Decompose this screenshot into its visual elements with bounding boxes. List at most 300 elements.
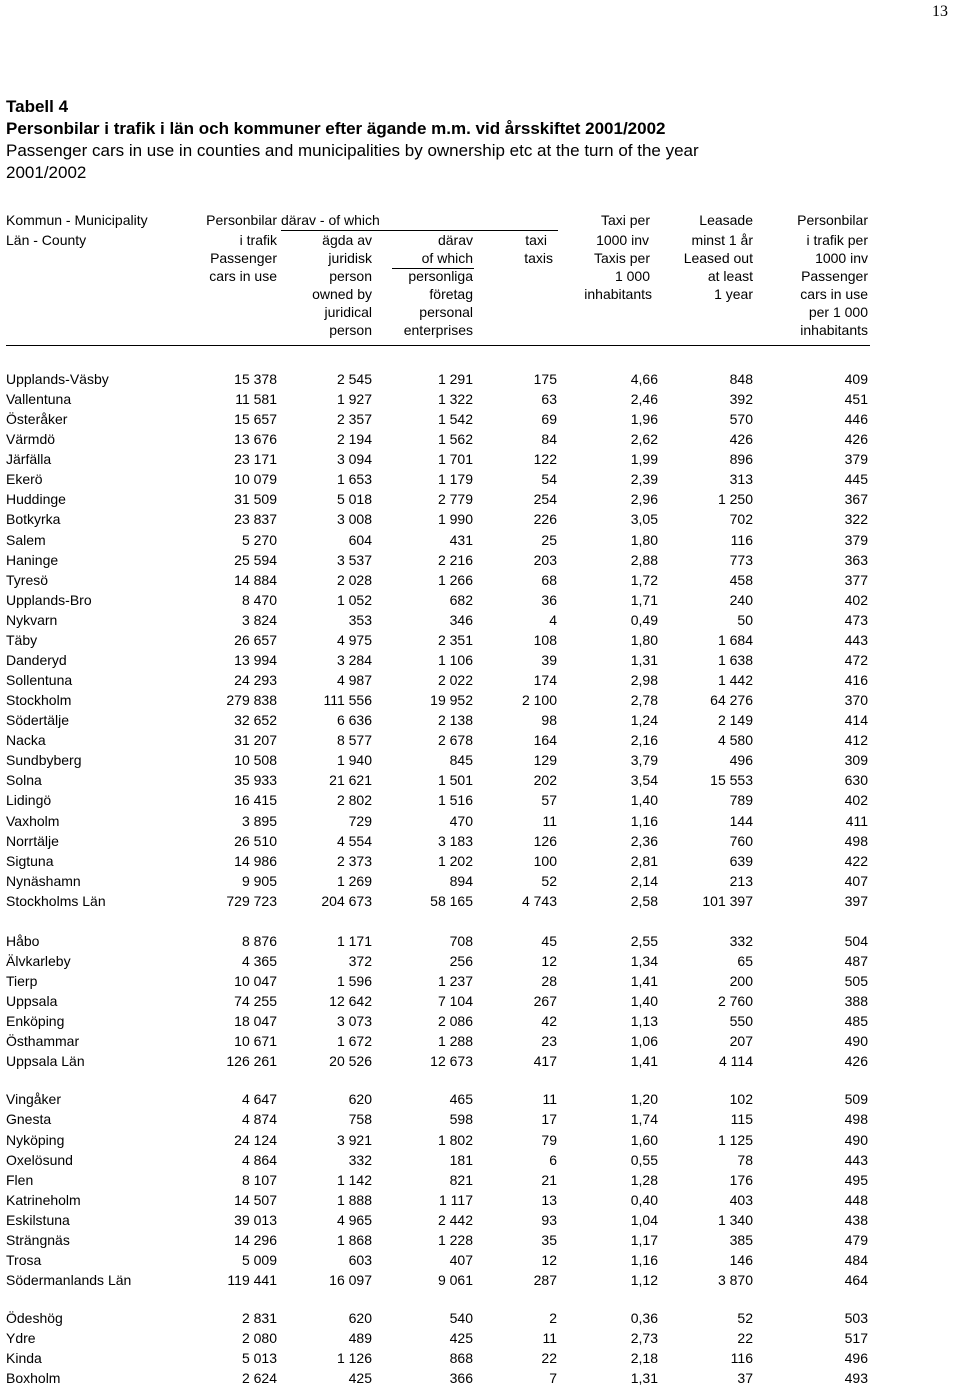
cell-value: 74 255 (234, 993, 277, 1010)
cell-value: 407 (449, 1251, 473, 1268)
table-row (0, 1011, 960, 1031)
cell-value: 226 (533, 511, 557, 528)
header-leased-l5: 1 year (714, 286, 753, 302)
cell-value: 4 365 (241, 952, 277, 969)
cell-value: 4 114 (719, 1053, 753, 1070)
cell-value: 2,73 (630, 1330, 658, 1347)
row-label: Österåker (6, 411, 68, 428)
cell-value: 57 (541, 792, 557, 809)
row-label: Uppsala Län (6, 1053, 85, 1070)
cell-value: 2,39 (630, 471, 658, 488)
row-label: Botkyrka (6, 511, 61, 528)
cell-value: 682 (449, 591, 473, 608)
cell-value: 2 028 (336, 571, 372, 588)
cell-value: 254 (533, 491, 557, 508)
cell-value: 176 (729, 1171, 753, 1188)
cell-value: 2 022 (437, 672, 473, 689)
cell-value: 448 (844, 1191, 868, 1208)
cell-value: 489 (348, 1330, 372, 1347)
cell-value: 4 987 (336, 672, 372, 689)
row-label: Gnesta (6, 1111, 52, 1128)
cell-value: 385 (729, 1231, 753, 1248)
cell-value: 10 671 (234, 1033, 277, 1050)
cell-value: 472 (844, 651, 868, 668)
cell-value: 2,88 (630, 551, 658, 568)
cell-value: 1,17 (630, 1231, 658, 1248)
cell-value: 773 (729, 551, 753, 568)
row-label: Tierp (6, 973, 38, 990)
cell-value: 1 125 (717, 1131, 753, 1148)
cell-value: 2,58 (630, 892, 658, 909)
row-label: Huddinge (6, 491, 66, 508)
cell-value: 1,41 (630, 973, 658, 990)
cell-value: 11 (542, 1330, 557, 1347)
cell-value: 1 888 (336, 1191, 372, 1208)
row-label: Ödeshög (6, 1310, 63, 1327)
cell-value: 845 (449, 752, 473, 769)
table-row (0, 1130, 960, 1150)
header-leased-l4: at least (707, 268, 753, 284)
cell-value: 181 (449, 1151, 473, 1168)
cell-value: 13 676 (234, 431, 277, 448)
header-taxi-per-l2: 1000 inv (596, 232, 649, 248)
cell-value: 78 (737, 1151, 753, 1168)
cell-value: 10 047 (234, 973, 277, 990)
cell-value: 2,16 (630, 732, 658, 749)
cell-value: 3 284 (336, 651, 372, 668)
row-label: Värmdö (6, 431, 56, 448)
cell-value: 175 (533, 371, 557, 387)
cell-value: 8 876 (241, 932, 277, 949)
cell-value: 370 (844, 692, 868, 709)
cell-value: 1 142 (336, 1171, 372, 1188)
header-taxi-per-l1: Taxi per (600, 212, 650, 228)
cell-value: 3 921 (336, 1131, 372, 1148)
cell-value: 2,46 (630, 391, 658, 408)
cell-value: 3 008 (336, 511, 372, 528)
cell-value: 126 (533, 832, 557, 849)
cell-value: 392 (729, 391, 753, 408)
cell-value: 23 837 (234, 511, 277, 528)
cell-value: 164 (533, 732, 557, 749)
header-cars-per-l4: Passenger (801, 268, 868, 284)
cell-value: 1,99 (630, 451, 658, 468)
cell-value: 402 (844, 591, 868, 608)
header-enterprises-l4: företag (429, 286, 473, 302)
header-taxi-l1: taxi (525, 232, 547, 248)
cell-value: 485 (844, 1013, 868, 1030)
cell-value: 15 553 (710, 772, 753, 789)
cell-value: 22 (541, 1350, 557, 1367)
cell-value: 470 (449, 812, 473, 829)
cell-value: 12 673 (430, 1053, 473, 1070)
cell-value: 426 (844, 1053, 868, 1070)
cell-value: 200 (729, 973, 753, 990)
cell-value: 1 250 (717, 491, 753, 508)
header-leased-l3: Leased out (683, 250, 753, 266)
cell-value: 1,06 (630, 1033, 658, 1050)
cell-value: 379 (844, 451, 868, 468)
table-title (6, 96, 946, 184)
table-row (0, 730, 960, 750)
cell-value: 402 (844, 792, 868, 809)
cell-value: 204 673 (321, 892, 372, 909)
cell-value: 498 (844, 832, 868, 849)
table-row (0, 610, 960, 630)
cell-value: 0,36 (630, 1310, 658, 1327)
english-title-line2: 2001/2002 (6, 163, 87, 182)
cell-value: 202 (533, 772, 557, 789)
cell-value: 119 441 (227, 1272, 277, 1288)
cell-value: 2,96 (630, 491, 658, 508)
cell-value: 496 (729, 752, 753, 769)
cell-value: 2 086 (437, 1013, 473, 1030)
cell-value: 2,62 (630, 431, 658, 448)
cell-value: 729 (348, 812, 372, 829)
table-row (0, 1250, 960, 1270)
cell-value: 397 (844, 892, 868, 909)
cell-value: 14 884 (234, 571, 277, 588)
cell-value: 493 (844, 1370, 868, 1387)
cell-value: 256 (449, 952, 473, 969)
cell-value: 1 322 (437, 391, 473, 408)
cell-value: 8 470 (241, 591, 277, 608)
cell-value: 13 (541, 1191, 557, 1208)
cell-value: 1 266 (437, 571, 473, 588)
cell-value: 23 (541, 1033, 557, 1050)
cell-value: 416 (844, 672, 868, 689)
header-enterprises-l5: personal (419, 304, 473, 320)
cell-value: 465 (449, 1091, 473, 1108)
cell-value: 12 (541, 1251, 557, 1268)
cell-value: 4,66 (630, 371, 658, 387)
cell-value: 15 657 (234, 411, 277, 428)
row-label: Trosa (6, 1251, 42, 1268)
row-label: Östhammar (6, 1033, 80, 1050)
cell-value: 5 009 (241, 1251, 277, 1268)
cell-value: 1 701 (437, 451, 473, 468)
cell-value: 1 990 (437, 511, 473, 528)
cell-value: 2,98 (630, 672, 658, 689)
row-label: Ekerö (6, 471, 43, 488)
row-label: Strängnäs (6, 1231, 70, 1248)
table-row (0, 1190, 960, 1210)
cell-value: 12 642 (329, 993, 372, 1010)
cell-value: 39 013 (234, 1211, 277, 1228)
row-label: Nacka (6, 732, 46, 749)
cell-value: 498 (844, 1111, 868, 1128)
cell-value: 4 975 (336, 631, 372, 648)
cell-value: 821 (449, 1171, 473, 1188)
table-row (0, 369, 960, 389)
cell-value: 366 (449, 1370, 473, 1387)
row-label: Stockholms Län (6, 892, 106, 909)
table-row (0, 530, 960, 550)
cell-value: 1,71 (630, 591, 658, 608)
cell-value: 31 509 (234, 491, 277, 508)
row-label: Lidingö (6, 792, 52, 809)
table-row (0, 790, 960, 810)
cell-value: 1,40 (630, 993, 658, 1010)
cell-value: 1,16 (630, 1251, 658, 1268)
cell-value: 1 106 (437, 651, 473, 668)
cell-value: 4 (549, 611, 557, 628)
row-label: Uppsala (6, 993, 58, 1010)
cell-value: 28 (541, 973, 557, 990)
table-row (0, 1109, 960, 1129)
cell-value: 36 (541, 591, 557, 608)
table-row (0, 871, 960, 891)
row-label: Nykvarn (6, 611, 58, 628)
table-row (0, 469, 960, 489)
cell-value: 1 802 (437, 1131, 473, 1148)
row-label: Vingåker (6, 1091, 62, 1108)
header-leased-l2: minst 1 år (691, 232, 753, 248)
cell-value: 3,79 (630, 752, 658, 769)
cell-value: 411 (845, 812, 868, 829)
header-enterprises-l3: personliga (408, 268, 473, 284)
table-row (0, 891, 960, 911)
row-label: Norrtälje (6, 832, 59, 849)
cell-value: 425 (449, 1330, 473, 1347)
cell-value: 22 (737, 1330, 753, 1347)
cell-value: 23 171 (234, 451, 277, 468)
cell-value: 4 743 (521, 892, 557, 909)
english-title-line1: Passenger cars in use in counties and municipalities by ownership etc at the turn of the year (6, 141, 699, 160)
cell-value: 2 545 (336, 371, 372, 387)
table-row (0, 1210, 960, 1230)
cell-value: 894 (449, 872, 473, 889)
cell-value: 1 288 (437, 1033, 473, 1050)
header-cars-l3: Passenger (210, 250, 277, 266)
cell-value: 42 (541, 1013, 557, 1030)
header-enterprises-l6: enterprises (403, 322, 473, 338)
cell-value: 52 (541, 872, 557, 889)
cell-value: 1 228 (437, 1231, 473, 1248)
row-label: Boxholm (6, 1370, 61, 1387)
table-row (0, 851, 960, 871)
cell-value: 32 652 (234, 712, 277, 729)
cell-value: 20 526 (329, 1053, 372, 1070)
table-row (0, 670, 960, 690)
cell-value: 1,24 (630, 712, 658, 729)
cell-value: 279 838 (226, 692, 277, 709)
cell-value: 702 (729, 511, 753, 528)
cell-value: 620 (348, 1310, 372, 1327)
cell-value: 2,18 (630, 1350, 658, 1367)
cell-value: 3 537 (336, 551, 372, 568)
cell-value: 426 (729, 431, 753, 448)
row-label: Nyköping (6, 1131, 65, 1148)
cell-value: 2,55 (630, 932, 658, 949)
cell-value: 443 (844, 631, 868, 648)
table-row (0, 1230, 960, 1250)
cell-value: 426 (844, 431, 868, 448)
cell-value: 1 653 (336, 471, 372, 488)
table-row (0, 509, 960, 529)
cell-value: 18 047 (234, 1013, 277, 1030)
cell-value: 267 (533, 993, 557, 1010)
cell-value: 21 621 (329, 772, 372, 789)
cell-value: 490 (844, 1033, 868, 1050)
header-juridical-l2: juridisk (328, 250, 372, 266)
header-cars-per-l5: cars in use (800, 286, 868, 302)
cell-value: 24 293 (234, 672, 277, 689)
cell-value: 58 165 (430, 892, 473, 909)
cell-value: 63 (541, 391, 557, 408)
cell-value: 1 940 (336, 752, 372, 769)
cell-value: 425 (348, 1370, 372, 1387)
cell-value: 422 (844, 852, 868, 869)
cell-value: 15 378 (234, 371, 277, 387)
cell-value: 14 986 (234, 852, 277, 869)
cell-value: 495 (844, 1171, 868, 1188)
table-row (0, 1051, 960, 1071)
cell-value: 1,12 (630, 1272, 658, 1288)
cell-value: 11 (542, 1091, 557, 1108)
header-juridical-l6: person (329, 322, 372, 338)
table-row (0, 449, 960, 469)
cell-value: 550 (729, 1013, 753, 1030)
header-juridical-l3: person (329, 268, 372, 284)
table-row (0, 710, 960, 730)
cell-value: 1,28 (630, 1171, 658, 1188)
table-row (0, 389, 960, 409)
table-row (0, 650, 960, 670)
cell-value: 24 124 (234, 1131, 277, 1148)
cell-value: 443 (844, 1151, 868, 1168)
cell-value: 1 672 (336, 1033, 372, 1050)
row-label: Tyresö (6, 571, 49, 588)
row-label: Sundbyberg (6, 752, 82, 769)
row-label: Katrineholm (6, 1191, 81, 1208)
cell-value: 540 (449, 1310, 473, 1327)
row-label: Danderyd (6, 651, 67, 668)
cell-value: 503 (844, 1310, 868, 1327)
table-row (0, 1348, 960, 1368)
table-row (0, 489, 960, 509)
cell-value: 2 802 (336, 792, 372, 809)
row-label: Täby (6, 631, 38, 648)
cell-value: 414 (844, 712, 868, 729)
cell-value: 509 (844, 1091, 868, 1108)
row-label: Haninge (6, 551, 59, 568)
cell-value: 0,40 (630, 1191, 658, 1208)
table-row (0, 750, 960, 770)
cell-value: 79 (541, 1131, 557, 1148)
cell-value: 126 261 (226, 1053, 277, 1070)
cell-value: 603 (348, 1251, 372, 1268)
cell-value: 896 (729, 451, 753, 468)
cell-value: 1,40 (630, 792, 658, 809)
cell-value: 2 216 (437, 551, 473, 568)
table-row (0, 971, 960, 991)
table-row (0, 1170, 960, 1190)
cell-value: 313 (729, 471, 753, 488)
cell-value: 1 868 (336, 1231, 372, 1248)
cell-value: 1,74 (630, 1111, 658, 1128)
cell-value: 2 373 (336, 852, 372, 869)
table-number: Tabell 4 (6, 97, 69, 116)
table-row (0, 550, 960, 570)
cell-value: 13 994 (234, 651, 277, 668)
row-label: Enköping (6, 1013, 65, 1030)
cell-value: 377 (844, 571, 868, 588)
cell-value: 2 624 (241, 1370, 277, 1387)
header-taxi-per-l3: Taxis per (593, 250, 650, 266)
cell-value: 3 094 (336, 451, 372, 468)
table-row (0, 570, 960, 590)
table-row (0, 1308, 960, 1328)
table-header (0, 211, 960, 341)
cell-value: 1 684 (717, 631, 753, 648)
cell-value: 4 647 (241, 1091, 277, 1108)
cell-value: 2 831 (241, 1310, 277, 1327)
cell-value: 604 (348, 531, 372, 548)
table-row (0, 1150, 960, 1170)
cell-value: 517 (844, 1330, 868, 1347)
cell-value: 332 (348, 1151, 372, 1168)
table-row (0, 1270, 960, 1290)
cell-value: 729 723 (226, 892, 277, 909)
header-cars-per-l6: per 1 000 (808, 304, 868, 320)
cell-value: 1,04 (630, 1211, 658, 1228)
header-cars-l1: Personbilar (206, 212, 277, 228)
cell-value: 35 (541, 1231, 557, 1248)
table-row (0, 1368, 960, 1388)
cell-value: 1,72 (630, 571, 658, 588)
page-number: 13 (932, 3, 948, 20)
cell-value: 620 (348, 1091, 372, 1108)
cell-value: 1,31 (630, 651, 658, 668)
cell-value: 11 (542, 812, 557, 829)
cell-value: 65 (737, 952, 753, 969)
cell-value: 50 (737, 611, 753, 628)
cell-value: 332 (729, 932, 753, 949)
row-label: Stockholm (6, 692, 72, 709)
row-label: Salem (6, 531, 46, 548)
cell-value: 598 (449, 1111, 473, 1128)
cell-value: 1 179 (437, 471, 473, 488)
cell-value: 2,36 (630, 832, 658, 849)
cell-value: 122 (533, 451, 557, 468)
cell-value: 1 052 (336, 591, 372, 608)
cell-value: 2 351 (437, 631, 473, 648)
header-bottom-rule (6, 345, 870, 346)
cell-value: 2,14 (630, 872, 658, 889)
cell-value: 1 596 (336, 973, 372, 990)
cell-value: 0,55 (630, 1151, 658, 1168)
header-taxi-per-l5: inhabitants (584, 286, 652, 302)
header-of-which: därav - of which (281, 212, 380, 228)
cell-value: 1,16 (630, 812, 658, 829)
cell-value: 2 760 (717, 993, 753, 1010)
cell-value: 11 581 (235, 391, 277, 408)
header-cars-per-l1: Personbilar (797, 212, 868, 228)
table-row (0, 1328, 960, 1348)
row-label: Nynäshamn (6, 872, 81, 889)
cell-value: 451 (844, 391, 868, 408)
cell-value: 25 594 (234, 551, 277, 568)
table-row (0, 931, 960, 951)
cell-value: 4 554 (336, 832, 372, 849)
cell-value: 116 (730, 531, 753, 548)
cell-value: 1 927 (336, 391, 372, 408)
table-row (0, 951, 960, 971)
cell-value: 848 (729, 371, 753, 387)
cell-value: 240 (729, 591, 753, 608)
header-enterprises-l1: därav (437, 232, 473, 248)
